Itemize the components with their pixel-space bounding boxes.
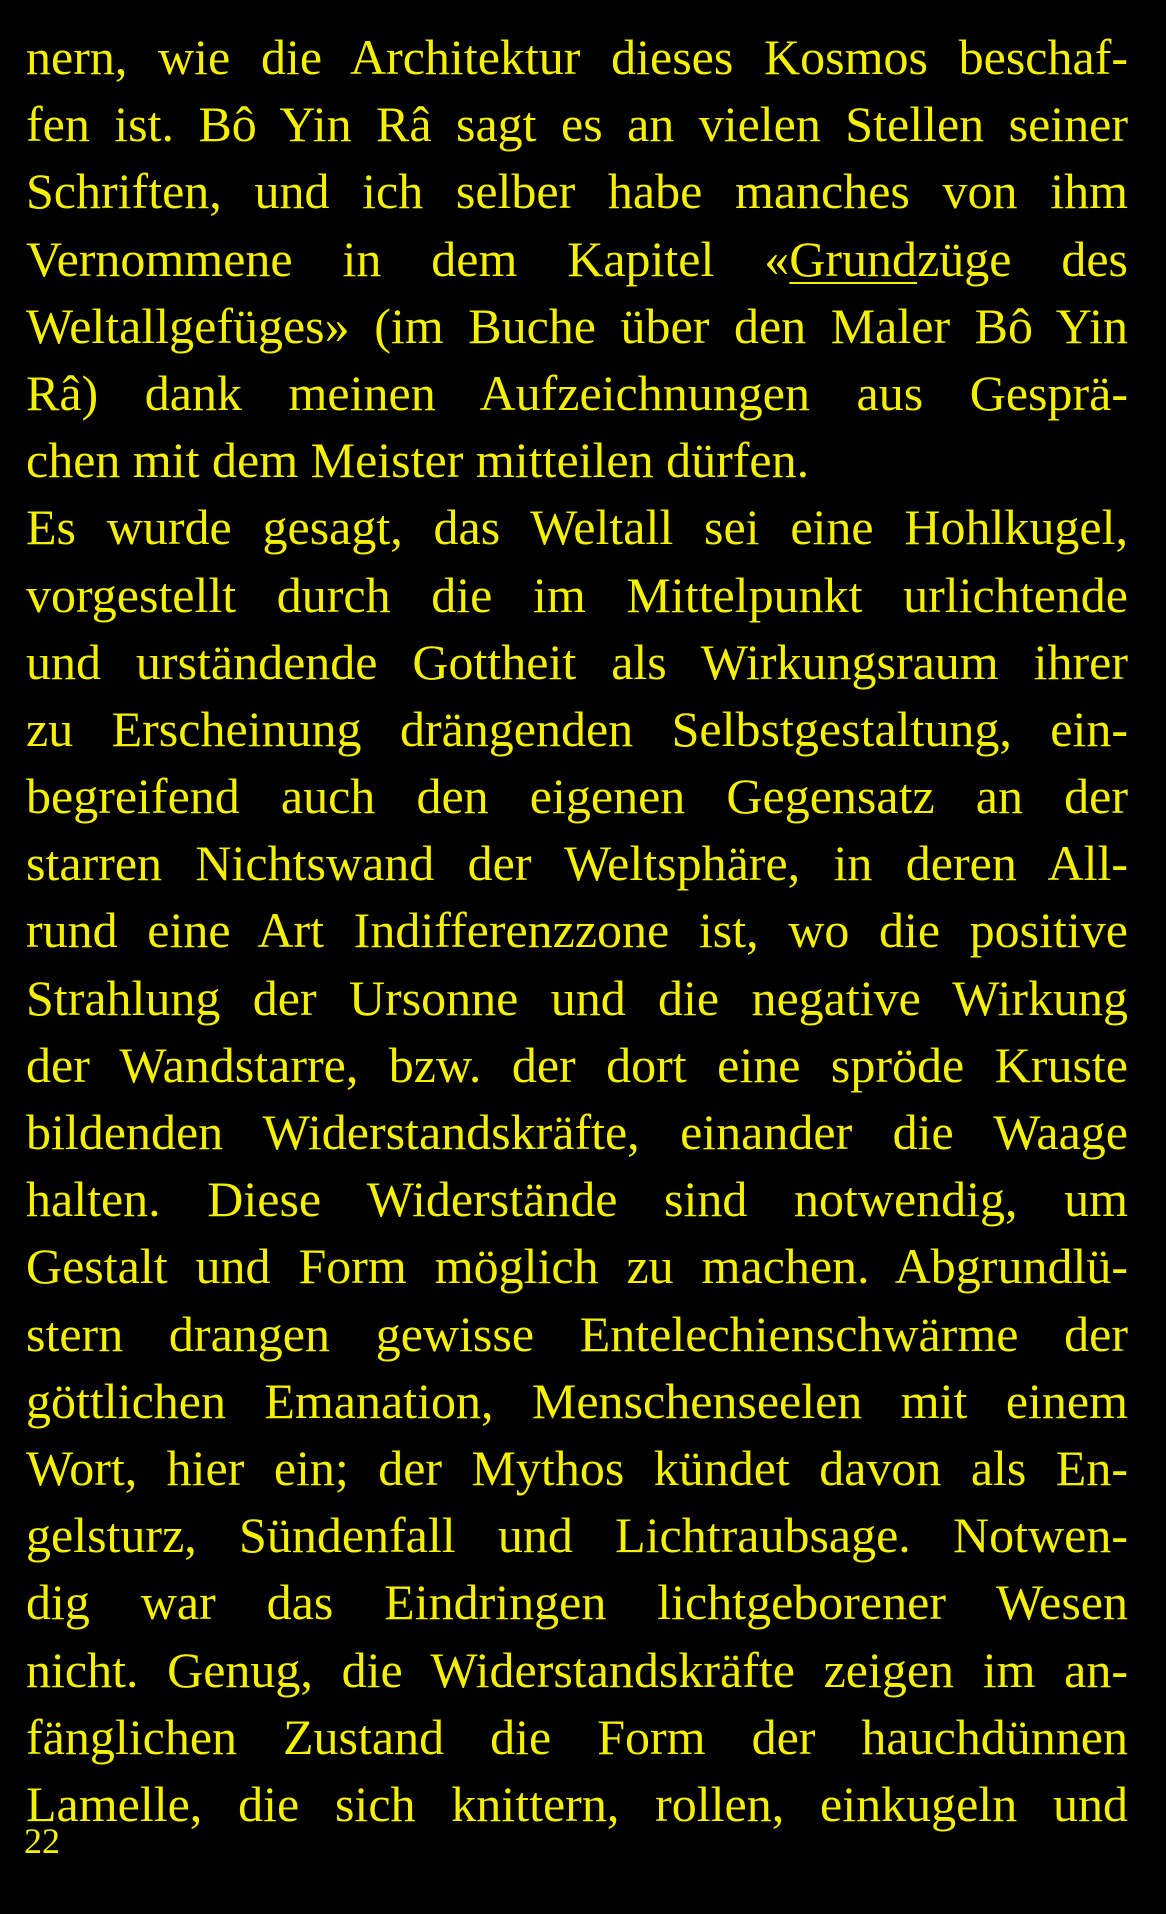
text-line: und urständende Gottheit als Wirkungsraum ihrer	[26, 633, 1128, 690]
text-line: halten. Diese Widerstände sind notwendig, um	[26, 1171, 1128, 1228]
text-line: fänglichen Zustand die Form der hauchdünnen	[26, 1708, 1128, 1765]
text-line: Strahlung der Ursonne und die negative Wirkung	[26, 969, 1128, 1026]
text-line: rund eine Art Indifferenzzone ist, wo die positive	[26, 902, 1128, 959]
text-line: Râ) dank meinen Aufzeichnungen aus Gesprä-	[26, 364, 1128, 421]
text-line-with-underline: Vernommene in dem Kapitel «Grundzüge des	[26, 230, 1128, 287]
underlined-word: Grund	[789, 230, 918, 287]
text-line: bildenden Widerstandskräfte, einander die Waage	[26, 1104, 1128, 1160]
text-line: dig war das Eindringen lichtgeborener Wesen	[26, 1574, 1128, 1631]
text-line: nicht. Genug, die Widerstandskräfte zeigen im an-	[26, 1641, 1128, 1698]
text-line: stern drangen gewisse Entelechienschwärme der	[26, 1305, 1128, 1362]
text-line: Weltallgefüges» (im Buche über den Maler Bô Yin	[26, 297, 1128, 354]
text-line: begreifend auch den eigenen Gegensatz an der	[26, 768, 1128, 825]
text-line: Schriften, und ich selber habe manches von ihm	[26, 163, 1128, 220]
text-line: vorgestellt durch die im Mittelpunkt urlichtende	[26, 566, 1128, 623]
text-line: fen ist. Bô Yin Râ sagt es an vielen Stellen seiner	[26, 96, 1128, 153]
text-line: Lamelle, die sich knittern, rollen, einkugeln und	[26, 1775, 1128, 1832]
text-line: Gestalt und Form möglich zu machen. Abgrundlü-	[26, 1238, 1128, 1295]
page-number: 22	[24, 1821, 60, 1861]
text-line: gelsturz, Sündenfall und Lichtraubsage. Notwen-	[26, 1507, 1128, 1564]
text-line: Wort, hier ein; der Mythos kündet davon als En-	[26, 1439, 1128, 1496]
text-line: starren Nichtswand der Weltsphäre, in deren All-	[26, 835, 1128, 892]
text-line: der Wandstarre, bzw. der dort eine spröde Kruste	[26, 1036, 1128, 1093]
text-line: Es wurde gesagt, das Weltall sei eine Hohlkugel,	[26, 499, 1128, 556]
text-line: chen mit dem Meister mitteilen dürfen.	[26, 432, 810, 489]
text-line: göttlichen Emanation, Menschenseelen mit einem	[26, 1372, 1128, 1429]
body-text	[26, 24, 1128, 1838]
text-line: nern, wie die Architektur dieses Kosmos beschaf-	[26, 29, 1128, 85]
text-line: zu Erscheinung drängenden Selbstgestaltung, ein-	[26, 700, 1128, 757]
